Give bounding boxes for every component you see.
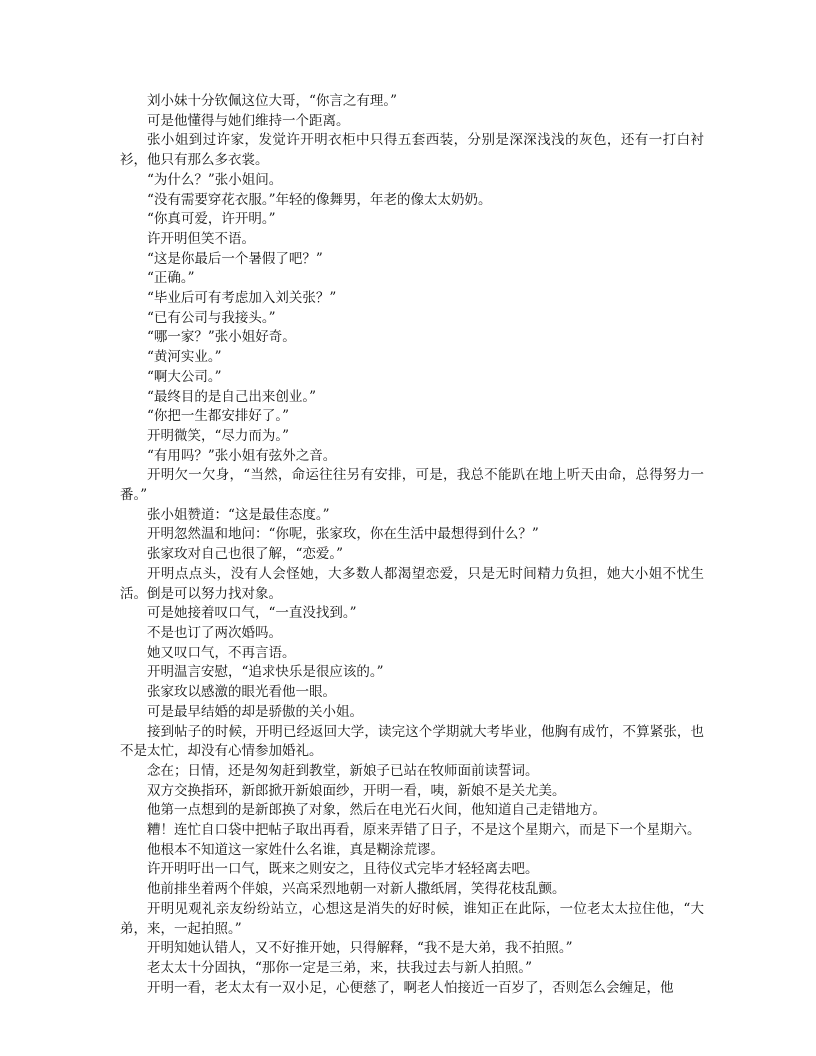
paragraph: 许开明吁出一口气，既来之则安之，且待仪式完毕才轻轻离去吧。: [147, 861, 539, 878]
paragraph: “这是你最后一个暑假了吧？”: [147, 250, 323, 267]
paragraph: 开明点点头，没有人会怪她，大多数人都渴望恋爱，只是无时间精力负担，她大小姐不忧生活。倒是可以努力找对象。: [120, 565, 704, 602]
paragraph: 她又叹口气，不再言语。: [147, 644, 296, 661]
paragraph: 双方交换指环，新郎掀开新娘面纱，开明一看，咦，新娘不是关尤美。: [147, 782, 566, 799]
paragraph: “黄河实业。”: [147, 349, 222, 366]
paragraph: 他根本不知道这一家姓什么名谁，真是糊涂荒谬。: [147, 841, 444, 858]
paragraph: 他第一点想到的是新郎换了对象，然后在电光石火间，他知道自己走错地方。: [147, 802, 606, 819]
paragraph: 开明欠一欠身，“当然，命运往往另有安排，可是，我总不能趴在地上听天由命，总得努力一番。”: [120, 467, 704, 504]
paragraph: 张家玫以感激的眼光看他一眼。: [147, 684, 336, 701]
paragraph: 可是她接着叹口气，“一直没找到。”: [147, 605, 357, 622]
paragraph: 开明知她认错人，又不好推开她，只得解释，“我不是大弟，我不拍照。”: [147, 940, 573, 957]
paragraph: 开明温言安慰，“追求快乐是很应该的。”: [147, 664, 384, 681]
paragraph: 张家玫对自己也很了解，“恋爱。”: [147, 546, 344, 563]
paragraph: “毕业后可有考虑加入刘关张？”: [147, 290, 337, 307]
paragraph: “你把一生都安排好了。”: [147, 408, 290, 425]
paragraph: “哪一家？”张小姐好奇。: [147, 329, 296, 346]
paragraph: 开明忽然温和地问：“你呢，张家玫，你在生活中最想得到什么？”: [147, 526, 539, 543]
paragraph: 接到帖子的时候，开明已经返回大学，读完这个学期就大考毕业，他胸有成竹，不算紧张，也不是太忙，却没有心情参加婚礼。: [120, 723, 704, 760]
paragraph: 开明微笑，“尽力而为。”: [147, 427, 290, 444]
paragraph: “啊大公司。”: [147, 368, 222, 385]
paragraph: “为什么？”张小姐问。: [147, 171, 283, 188]
paragraph: 可是最早结婚的却是骄傲的关小姐。: [147, 703, 363, 720]
paragraph: 开明一看，老太太有一双小足，心便慈了，啊老人怕接近一百岁了，否则怎么会缠足，他: [147, 979, 674, 996]
paragraph: 老太太十分固执，“那你一定是三弟，来，扶我过去与新人拍照。”: [147, 959, 533, 976]
paragraph: 张小姐赞道：“这是最佳态度。”: [147, 506, 330, 523]
paragraph: 念在；日情，还是匆匆赶到教堂，新娘子已站在牧师面前读誓词。: [147, 762, 539, 779]
paragraph: “没有需要穿花衣服。”年轻的像舞男，年老的像太太奶奶。: [147, 191, 492, 208]
paragraph: “已有公司与我接头。”: [147, 309, 276, 326]
paragraph: “最终目的是自己出来创业。”: [147, 388, 317, 405]
paragraph: 开明见观礼亲友纷纷站立，心想这是消失的好时候，谁知正在此际，一位老太太拉住他，“大弟，来，一起拍照。”: [120, 900, 704, 937]
paragraph: “有用吗？”张小姐有弦外之音。: [147, 447, 337, 464]
paragraph: 许开明但笑不语。: [147, 230, 255, 247]
paragraph: “你真可爱，许开明。”: [147, 211, 276, 228]
paragraph: “正确。”: [147, 270, 195, 287]
paragraph: 刘小妹十分钦佩这位大哥，“你言之有理。”: [147, 93, 398, 109]
paragraph: 不是也订了两次婚吗。: [147, 624, 282, 641]
paragraph: 张小姐到过许家，发觉许开明衣柜中只得五套西装，分别是深深浅浅的灰色，还有一打白衬衫，他只有那么多衣裳。: [120, 132, 704, 169]
paragraph: 可是他懂得与她们维持一个距离。: [147, 112, 350, 129]
document-page: [120, 92, 704, 998]
paragraph: 糟！连忙自口袋中把帖子取出再看，原来弄错了日子，不是这个星期六，而是下一个星期六。: [147, 822, 701, 839]
paragraph: 他前排坐着两个伴娘，兴高采烈地朝一对新人撒纸屑，笑得花枝乱颤。: [147, 881, 566, 898]
